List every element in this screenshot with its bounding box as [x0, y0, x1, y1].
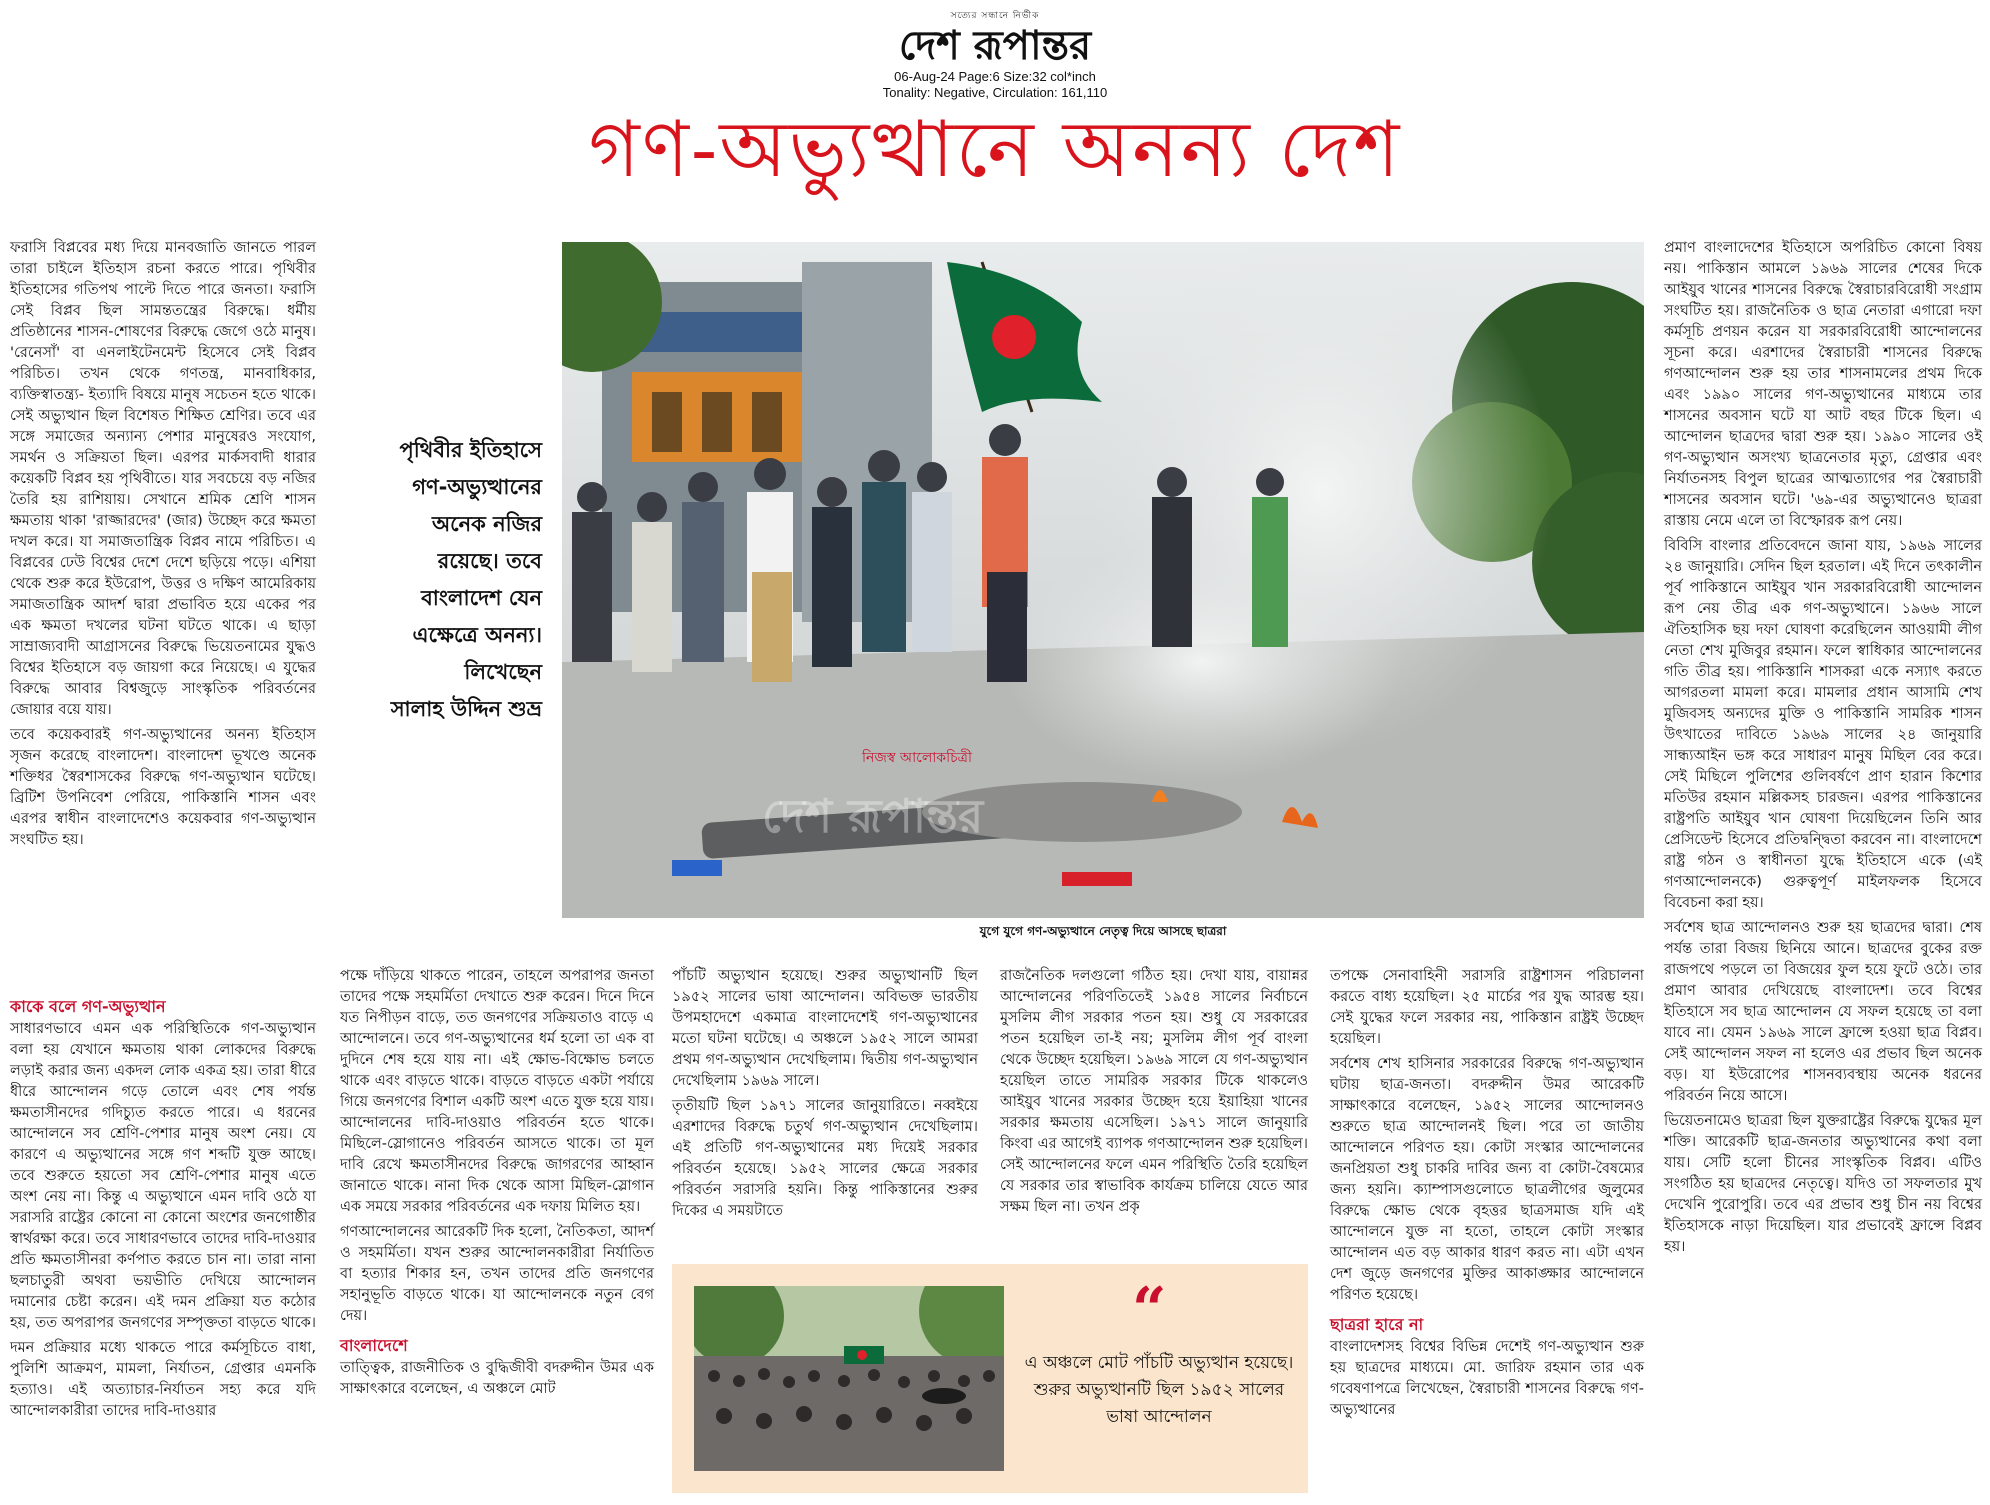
photo-caption: যুগে যুগে গণ-অভ্যুত্থানে নেতৃত্ব দিয়ে আসছে ছাত্ররা — [979, 924, 1227, 938]
clip-meta-line2: Tonality: Negative, Circulation: 161,110 — [882, 85, 1108, 100]
section-subhead: কাকে বলে গণ-অভ্যুত্থান — [10, 997, 166, 1016]
headline: গণ-অভ্যুত্থানে অনন্য দেশ — [588, 105, 1402, 195]
paragraph: বিবিসি বাংলার প্রতিবেদনে জানা যায়, ১৯৬৯ সালের ২৪ জানুয়ারি। সেদিন ছিল হরতাল। এই দিনে তৎকালীন পূর্ব পাকিস্তানে আইয়ুব খান সরকারবিরোধী আন্দোলন রূপ নেয় তীব্র এক গণ-অভ্যুত্থানে। ১৯৬৬ সালে ঐতিহাসিক ছয় দফা ঘোষণা করেছিলেন আওয়ামী লীগ নেতা শেখ মুজিবুর রহমান। ফলে স্বাধিকার আন্দোলনের গতি তীব্র হয়। পাকিস্তানি শাসকরা একে নস্যাৎ করতে আগরতলা মামলা করে। মামলার প্রধান আসামি শেখ মুজিবসহ অন্যদের মুক্তি ও পাকিস্তানি সামরিক শাসন উৎখাতের দাবিতে ১৯৬৯ সালের ২৪ জানুয়ারি সান্ধ্যআইন ভঙ্গ করে সাধারণ মানুষ মিছিল বের করে। সেই মিছিলে পুলিশের গুলিবর্ষণে প্রাণ হারান কিশোর মতিউর রহমান মল্লিকসহ চারজন। এরপর পাকিস্তানের রাষ্ট্রপতি আইয়ুব খান ঘোষণা দিয়েছিলেন তিনি আর প্রেসিডেন্ট হিসেবে প্রতিদ্বন্দ্বিতা করবেন না। বাংলাদেশে রাষ্ট্র গঠন ও স্বাধীনতা যুদ্ধে ইতিহাসে একে (এই গণআন্দোলনকে) গুরুত্বপূর্ণ মাইলফলক হিসেবে বিবেচনা করা হয়। — [1664, 538, 1982, 911]
pull-quote — [372, 432, 542, 728]
box-quote-text: এ অঞ্চলে মোট পাঁচটি অভ্যুত্থান হয়েছে। শুরুর অভ্যুত্থানটি ছিল ১৯৫২ সালের ভাষা আন্দোলন — [1024, 1353, 1294, 1427]
pull-quote-line: পৃথিবীর ইতিহাসে — [399, 438, 542, 462]
clip-meta-line1: 06-Aug-24 Page:6 Size:32 col*inch — [894, 69, 1096, 84]
article-column-7 — [1664, 238, 1982, 1262]
paragraph: সাধারণভাবে এমন এক পরিস্থিতিকে গণ-অভ্যুত্থান বলা হয় যেখানে ক্ষমতায় থাকা লোকদের বিরুদ্ধে লড়াই করার জন্য একদল লোক একত্র হয়। তারা ধীরে ধীরে আন্দোলন গড়ে তোলে এবং শেষ পর্যন্ত ক্ষমতাসীনদের গদিচ্যুত করতে পারে। এ ধরনের আন্দোলনে সব শ্রেণি-পেশার মানুষ অংশ নেয়। যে কারণে এ অভ্যুত্থানের সঙ্গে গণ শব্দটি যুক্ত আছে। তবে শুরুতে হয়তো সব শ্রেণি-পেশার মানুষ এতে অংশ নেয় না। কিন্তু এ অভ্যুত্থানে এমন দাবি ওঠে যা সরাসরি রাষ্ট্রের কোনো না কোনো অংশের জনগোষ্ঠীর স্বার্থরক্ষা করে। তবে সাধারণভাবে তাদের দাবি-দাওয়ার প্রতি ক্ষমতাসীনরা কর্ণপাত করতে চান না। তারা নানা ছলচাতুরী অথবা ভয়ভীতি দেখিয়ে আন্দোলন দমানোর চেষ্টা করেন। এই দমন প্রক্রিয়া যত কঠোর হয়, তত অপরাপর জনগণের সম্পৃক্ততা বাড়তে থাকে। — [10, 1021, 316, 1331]
paragraph: দমন প্রক্রিয়ার মধ্যে থাকতে পারে কর্মসূচিতে বাধা, পুলিশি আক্রমণ, মামলা, নির্যাতন, গ্রেপ্তার এমনকি হত্যাও। এই অত্যাচার-নির্যাতন সহ্য করে যদি আন্দোলকারীরা তাদের দাবি-দাওয়ার — [10, 1340, 316, 1419]
paragraph: তবে কয়েকবারই গণ-অভ্যুত্থানের অনন্য ইতিহাস সৃজন করেছে বাংলাদেশ। বাংলাদেশ ভূখণ্ডে অনেক শক্তিধর স্বৈরশাসকের বিরুদ্ধে গণ-অভ্যুত্থান ঘটেছে। ব্রিটিশ উপনিবেশ পেরিয়ে, পাকিস্তানি শাসন এবং এরপর স্বাধীন বাংলাদেশেও কয়েকবার গণ-অভ্যুত্থান সংঘটিত হয়। — [10, 727, 316, 848]
article-column-6 — [1330, 966, 1644, 1425]
paragraph: ফরাসি বিপ্লবের মধ্য দিয়ে মানবজাতি জানতে পারল তারা চাইলে ইতিহাস রচনা করতে পারে। পৃথিবীর ইতিহাসের গতিপথ পাল্টে দিতে পারে জনতা। ফরাসি সেই বিপ্লব ছিল সামন্ততন্ত্রের বিরুদ্ধে। ধর্মীয় প্রতিষ্ঠানের শাসন-শোষণের বিরুদ্ধে জেগে ওঠে মানুষ। 'রেনেসাঁ' বা এনলাইটেনমেন্ট হিসেবে সেই বিপ্লব পরিচিত। তখন থেকে গণতন্ত্র, মানবাধিকার, ব্যক্তিস্বাতন্ত্র্য- ইত্যাদি বিষয়ে মানুষ সচেতন হতে থাকে। সেই অভ্যুত্থান ছিল বিশেষত শিক্ষিত শ্রেণির। তবে এর সঙ্গে সমাজের অন্যান্য পেশার মানুষেরও সংযোগ, সমর্থন ও সক্রিয়তা ছিল। এরপর মার্কসবাদী ধারার কয়েকটি বিপ্লব হয় পৃথিবীতে। যার সবচেয়ে বড় নজির তৈরি হয় রাশিয়ায়। সেখানে শ্রমিক শ্রেণি শাসন ক্ষমতায় থাকা 'রাজ্জারদের' (জার) উচ্ছেদ করে ক্ষমতা দখল করে। যা সমাজতান্ত্রিক বিপ্লব নামে পরিচিত। এ বিপ্লবের ঢেউ বিশ্বের দেশে দেশে ছড়িয়ে পড়ে। এশিয়া থেকে শুরু করে ইউরোপ, উত্তর ও দক্ষিণ আমেরিকায় সমাজতান্ত্রিক আদর্শ দ্বারা প্রভাবিত হয়ে একের পর এক ক্ষমতা দখলের ঘটনা ঘটতে থাকে। এ ছাড়া সাম্রাজ্যবাদী আগ্রাসনের বিরুদ্ধে ভিয়েতনামের যুদ্ধও বিশ্বের ইতিহাসে বড় জায়গা করে নিয়েছে। এ যুদ্ধের বিরুদ্ধে আবার বিশ্বজুড়ে সাংস্কৃতিক পরিবর্তনের জোয়ার বয়ে যায়। — [10, 240, 316, 718]
article-column-2 — [10, 988, 316, 1426]
paragraph: ভিয়েতনামেও ছাত্ররা ছিল যুক্তরাষ্ট্রের বিরুদ্ধে যুদ্ধের মূল শক্তি। আরেকটি ছাত্র-জনতার অভ্যুত্থানের কথা বলা যায়। সেটি হলো চীনের সাংস্কৃতিক বিপ্লব। এটিও সংগঠিত হয় ছাত্রদের নেতৃত্বে। যদিও তা সফলতার মুখ দেখেনি পুরোপুরি। তবে এর প্রভাব শুধু চীন নয় বিশ্বের ইতিহাসকে নাড়া দিয়েছিল। যার প্রভাবেই ফ্রান্সে বিপ্লব হয়। — [1664, 1113, 1982, 1255]
crowd-illustration — [694, 1286, 1004, 1471]
paragraph: তৃতীয়টি ছিল ১৯৭১ সালের জানুয়ারিতে। নব্বইয়ে এরশাদের বিরুদ্ধে চতুর্থ গণ-অভ্যুত্থান দেখেছিলাম। এই প্রতিটি গণ-অভ্যুত্থানের মধ্য দিয়েই সরকার পরিবর্তন হয়েছে। ১৯৫২ সালের ক্ষেত্রে সরকার পরিবর্তন সরাসরি হয়নি। কিন্তু পাকিস্তানের শুরুর দিকের এ সময়টাতে — [672, 1098, 978, 1219]
pull-quote-line: রয়েছে। তবে — [437, 549, 542, 573]
paragraph: রাজনৈতিক দলগুলো গঠিত হয়। দেখা যায়, বায়ান্নর আন্দোলনের পরিণতিতেই ১৯৫৪ সালের নির্বাচনে মুসলিম লীগ সরকার পতন হয়। শুধু যে সরকারের পতন হয়েছিল তা-ই নয়; মুসলিম লীগ পূর্ব বাংলা থেকে উচ্ছেদ হয়েছিল। ১৯৬৯ সালে যে গণ-অভ্যুত্থান হয়েছিল তাতে সামরিক সরকার টিকে থাকলেও আইয়ুব খানের সরকার উচ্ছেদ হয়ে ইয়াহিয়া খানের সরকার ক্ষমতায় এসেছিল। ১৯৭১ সালে জানুয়ারি কিংবা এর আগেই ব্যাপক গণআন্দোলন শুরু হয়েছিল। সেই আন্দোলনের ফলে এমন পরিস্থিতি তৈরি হয়েছিল যে সরকার তার স্বাভাবিক কার্যক্রম চালিয়ে যেতে আর সক্ষম ছিল না। তখন প্রকৃ — [1000, 968, 1308, 1215]
paragraph: তাত্ত্বিক, রাজনীতিক ও বুদ্ধিজীবী বদরুদ্দীন উমর এক সাক্ষাৎকারে বলেছেন, এ অঞ্চলে মোট — [340, 1360, 654, 1397]
pull-quote-line: বাংলাদেশ যেন — [421, 586, 542, 610]
crowd-photo — [694, 1286, 1004, 1471]
pull-quote-line: এক্ষেত্রে অনন্য। — [412, 623, 542, 647]
article-column-5 — [1000, 966, 1308, 1222]
masthead-tagline: সত্যের সন্ধানে নির্ভীক — [950, 11, 1040, 21]
article-column-3 — [340, 966, 654, 1404]
article-column-1 — [10, 238, 316, 855]
main-photo — [562, 242, 1644, 918]
paragraph: সর্বশেষ শেখ হাসিনার সরকারের বিরুদ্ধে গণ-অভ্যুত্থান ঘটায় ছাত্র-জনতা। বদরুদ্দীন উমর আরেকটি সাক্ষাৎকারে বলেছেন, ১৯৫২ সালের আন্দোলনও শুরুতে ছাত্র আন্দোলনই ছিল। পরে তা জাতীয় আন্দোলনে পরিণত হয়। কোটা সংস্কার আন্দোলনের জনপ্রিয়তা শুধু চাকরি দাবির জন্য বা কোটা-বৈষম্যের জন্য হয়নি। ক্যাম্পাসগুলোতে ছাত্রলীগের জুলুমের বিরুদ্ধে ক্ষোভ থেকে বৃহত্তর ছাত্রসমাজ যদি এই আন্দোলনে যুক্ত না হতো, তাহলে কোটা সংস্কার আন্দোলন এত বড় আকার ধারণ করত না। এটা এখন দেশ জুড়ে জনগণের মুক্তির আকাঙ্ক্ষার আন্দোলনে পরিণত হয়েছে। — [1330, 1056, 1644, 1303]
quote-mark-icon: “ — [1132, 1275, 1167, 1345]
pull-quote-line: অনেক নজির — [431, 512, 542, 536]
section-subhead: বাংলাদেশে — [340, 1336, 408, 1355]
photo-watermark: দেশ রূপান্তর — [762, 789, 984, 843]
pull-quote-line: লিখেছেন — [464, 660, 542, 684]
section-subhead: ছাত্ররা হারে না — [1330, 1315, 1424, 1334]
protest-scene-illustration — [562, 242, 1644, 918]
paragraph: তপক্ষে সেনাবাহিনী সরাসরি রাষ্ট্রশাসন পরিচালনা করতে বাধ্য হয়েছিল। ২৫ মার্চের পর যুদ্ধ আরম্ভ হয়। সেই যুদ্ধের ফলে সরকার নয়, পাকিস্তান রাষ্ট্রই উচ্ছেদ হয়েছিল। — [1330, 968, 1644, 1047]
photo-credit: নিজস্ব আলোকচিত্রী — [862, 750, 972, 766]
article-column-4 — [672, 966, 978, 1226]
paragraph: গণআন্দোলনের আরেকটি দিক হলো, নৈতিকতা, আদর্শ ও সহমর্মিতা। যখন শুরুর আন্দোলনকারীরা নির্যাতিত বা হত্যার শিকার হন, তখন তাদের প্রতি জনগণের সহানুভূতি বাড়তে থাকে। যা আন্দোলনকে নতুন বেগ দেয়। — [340, 1224, 654, 1324]
paragraph: পাঁচটি অভ্যুত্থান হয়েছে। শুরুর অভ্যুত্থানটি ছিল ১৯৫২ সালের ভাষা আন্দোলন। অবিভক্ত ভারতীয় উপমহাদেশে একমাত্র বাংলাদেশেই গণ-অভ্যুত্থানের মতো ঘটনা ঘটেছে। এ অঞ্চলে ১৯৫২ সালে আমরা প্রথম গণ-অভ্যুত্থান দেখেছিলাম। দ্বিতীয় গণ-অভ্যুত্থান দেখেছিলাম ১৯৬৯ সালে। — [672, 968, 978, 1089]
pull-quote-author: সালাহ উদ্দিন শুভ্র — [390, 697, 542, 721]
masthead-logo: দেশ রূপান্তর — [898, 22, 1092, 69]
paragraph: বাংলাদেশসহ বিশ্বের বিভিন্ন দেশেই গণ-অভ্যুত্থান শুরু হয় ছাত্রদের মাধ্যমে। মো. জারিফ রহমান তার এক গবেষণাপত্রে লিখেছেন, স্বৈরাচারী শাসনের বিরুদ্ধে গণ-অভ্যুত্থানের — [1330, 1339, 1644, 1418]
quote-box — [672, 1264, 1308, 1493]
paragraph: পক্ষে দাঁড়িয়ে থাকতে পারেন, তাহলে অপরাপর জনতা তাদের পক্ষে সহমর্মিতা দেখাতে শুরু করেন। দিনে দিনে যত নিপীড়ন বাড়ে, তত জনগণের সক্রিয়তাও বাড়ে এ আন্দোলনে। তবে গণ-অভ্যুত্থানের ধর্ম হলো তা এক বা দুদিনে শেষ হয়ে যায় না। এই ক্ষোভ-বিক্ষোভ চলতে থাকে এবং বাড়তে থাকে। বাড়তে বাড়তে একটা পর্যায়ে গিয়ে জনগণের বিশাল একটি অংশ এতে যুক্ত হয়ে যায়। আন্দোলনের দাবি-দাওয়াও পরিবর্তন হতে থাকে। মিছিলে-স্লোগানেও পরিবর্তন আসতে থাকে। তা মূল দাবি রেখে ক্ষমতাসীনদের বিরুদ্ধে জাগরণের আহ্বান জানাতে থাকে। নানা দিক থেকে আসা মিছিল-স্লোগান এক সময়ে সরকার পরিবর্তনের এক দফায় মিলিত হয়। — [340, 968, 654, 1215]
paragraph: প্রমাণ বাংলাদেশের ইতিহাসে অপরিচিত কোনো বিষয় নয়। পাকিস্তান আমলে ১৯৬৯ সালের শেষের দিকে আইয়ুব খানের শাসনের বিরুদ্ধে স্বৈরাচারবিরোধী সংগ্রাম সংঘটিত হয়। রাজনৈতিক ও ছাত্র নেতারা এগারো দফা কর্মসূচি প্রণয়ন করেন যা সরকারবিরোধী আন্দোলনের সূচনা করে। এরশাদের স্বৈরাচারী শাসনের বিরুদ্ধে গণআন্দোলন শুরু হয় তার শাসনামলের প্রথম দিকে এবং ১৯৯০ সালের গণ-অভ্যুত্থানের মাধ্যমে তার শাসনের অবসান ঘটে যা আট বছর টিকে ছিল। এ আন্দোলন ছাত্রদের দ্বারা শুরু হয়। ১৯৯০ সালের ওই গণ-অভ্যুত্থান অসংখ্য ছাত্রনেতার মৃত্যু, গ্রেপ্তার এবং নির্যাতনসহ বিপুল ছাত্রের আত্মত্যাগের পর স্বৈরাচারী শাসনের অবসান ঘটে। '৬৯-এর অভ্যুত্থানেও ছাত্ররা রাস্তায় নেমে এলে তা বিস্ফোরক রূপ নেয়। — [1664, 240, 1982, 529]
paragraph: সর্বশেষ ছাত্র আন্দোলনও শুরু হয় ছাত্রদের দ্বারা। শেষ পর্যন্ত তারা বিজয় ছিনিয়ে আনে। ছাত্রদের বুকের রক্ত রাজপথে পড়লে তা বিজয়ের ফুল হয়ে ফুটে ওঠে। তার প্রমাণ আবার দেখিয়েছে বাংলাদেশ। তবে বিশ্বের ইতিহাসে সব ছাত্র আন্দোলন যে সফল হয়েছে তা বলা যাবে না। যেমন ১৯৬৯ সালে ফ্রান্সে হওয়া ছাত্র বিপ্লব। সেই আন্দোলন সফল না হলেও এর প্রভাব ছিল অনেক বড়। যা ইউরোপের শাসনব্যবস্থায় অনেক ধরনের পরিবর্তন নিয়ে আসে। — [1664, 920, 1982, 1104]
pull-quote-line: গণ-অভ্যুত্থানের — [412, 475, 542, 499]
masthead — [0, 8, 1990, 101]
